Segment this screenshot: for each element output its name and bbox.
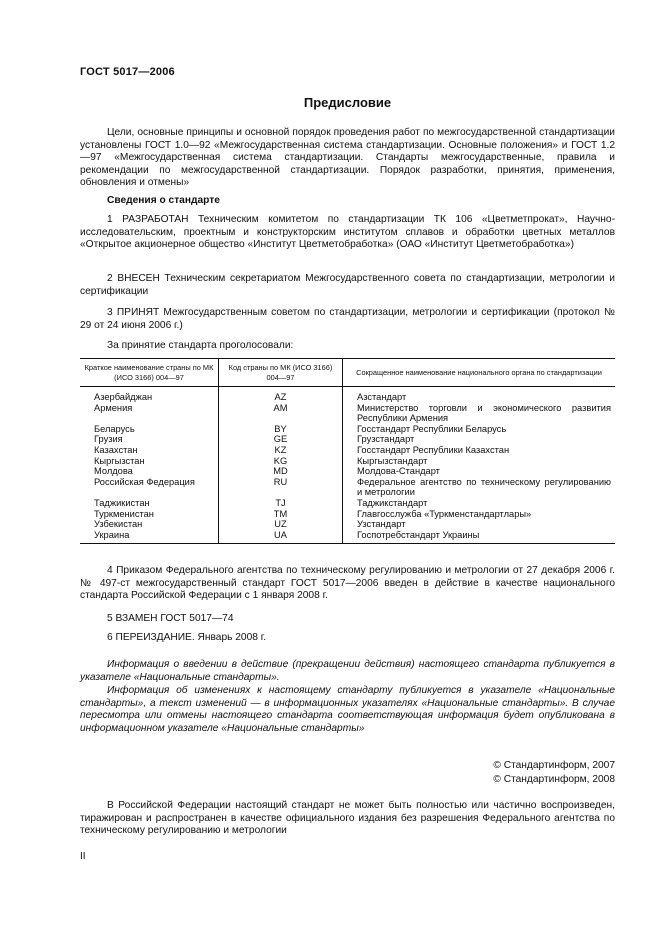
country-code-cell: RU	[219, 477, 343, 498]
table-row	[80, 434, 615, 445]
table-row	[80, 456, 615, 467]
country-name-cell: Казахстан	[94, 444, 138, 455]
country-code-cell: KZ	[219, 445, 343, 456]
reproduction-notice: В Российской Федерации настоящий стандарт не может быть полностью или частично воспроизведен, тиражирован и распространен в качестве официального издания без разрешения Федерального агентства по техническому регулированию и метрологии	[80, 800, 615, 837]
item-5-replaces: 5 ВЗАМЕН ГОСТ 5017—74	[107, 613, 234, 624]
standards-body-cell: Госстандарт Республики Казахстан	[343, 445, 616, 456]
country-name-cell: Таджикистан	[94, 497, 150, 508]
country-code-cell: MD	[219, 466, 343, 477]
country-name-cell: Беларусь	[94, 423, 135, 434]
intro-paragraph: Цели, основные принципы и основной порядок проведения работ по межгосударственной стандартизации установлены ГОСТ 1.0—92 «Межгосударственная система стандартизации. Основные положения» и ГОСТ 1.2—97 «Межгосударственная система стандартизации. Стандарты межгосударственные, правила и рекомендации по межгосударственной стандартизации. Порядок разработки, принятия, применения, обновления и отмены»	[80, 127, 615, 189]
standards-body-cell: Молдова-Стандарт	[343, 466, 616, 477]
country-code-cell: UZ	[219, 519, 343, 530]
item-2-submitted: 2 ВНЕСЕН Техническим секретариатом Межгосударственного совета по стандартизации, метрологии и сертификации	[80, 273, 615, 297]
country-name-cell: Российская Федерация	[94, 476, 195, 487]
country-name-cell: Узбекистан	[94, 519, 143, 530]
country-name-cell: Кыргызстан	[94, 455, 145, 466]
page-title: Предисловие	[303, 95, 392, 110]
standards-body-cell: Азстандарт	[343, 387, 616, 403]
country-name-cell: Туркменистан	[94, 508, 154, 519]
table-row	[80, 519, 615, 530]
table-row	[80, 445, 615, 456]
copyright-2007: © Стандартинформ, 2007	[493, 760, 615, 771]
table-row	[80, 403, 615, 424]
standards-body-cell: Министерство торговли и экономического развития Республики Армения	[343, 403, 616, 424]
vote-intro: За принятие стандарта проголосовали:	[107, 340, 294, 351]
item-1-developed: 1 РАЗРАБОТАН Техническим комитетом по стандартизации ТК 106 «Цветметпрокат», Научно-исследовательским, проектным и конструкторским институтом сплавов и обработки цветных металлов «Открытое акционерное общество «Институт Цветметобработка» (ОАО «Институт Цветметобработка»)	[80, 214, 615, 251]
standards-body-cell: Таджикстандарт	[343, 498, 616, 509]
standards-body-cell: Госпотребстандарт Украины	[343, 530, 616, 544]
country-name-cell: Грузия	[94, 434, 123, 445]
table-row	[80, 530, 615, 544]
item-6-reissue: 6 ПЕРЕИЗДАНИЕ. Январь 2008 г.	[107, 632, 267, 643]
info-changes-notice: Информация об изменениях к настоящему стандарту публикуется в указателе «Национальные стандарты», а текст изменений — в информационных указателях «Национальные стандарты». В случае пересмотра или отмены настоящего стандарта соответствующая информация будет опубликована в информационном указателе «Национальные стандарты»	[80, 685, 615, 734]
country-code-cell: AZ	[219, 387, 343, 403]
country-name-cell: Армения	[94, 402, 133, 413]
table-row	[80, 466, 615, 477]
standards-body-cell: Кыргызстандарт	[343, 456, 616, 467]
country-code-cell: BY	[219, 424, 343, 435]
document-code-header: ГОСТ 5017—2006	[80, 66, 175, 78]
table-row	[80, 509, 615, 520]
info-introduction-notice: Информация о введении в действие (прекращении действия) настоящего стандарта публикуется в указателе «Национальные стандарты».	[80, 659, 615, 683]
table-row	[80, 498, 615, 509]
standards-body-cell: Узстандарт	[343, 519, 616, 530]
country-code-cell: GE	[219, 434, 343, 445]
country-code-cell: AM	[219, 403, 343, 424]
copyright-2008: © Стандартинформ, 2008	[493, 774, 615, 785]
country-code-cell: KG	[219, 456, 343, 467]
standards-body-cell: Госстандарт Республики Беларусь	[343, 424, 616, 435]
country-name-cell: Молдова	[94, 466, 133, 477]
table-row	[80, 424, 615, 435]
item-3-adopted: 3 ПРИНЯТ Межгосударственным советом по стандартизации, метрологии и сертификации (протокол № 29 от 24 июня 2006 г.)	[80, 307, 615, 331]
country-name-cell: Украина	[80, 530, 219, 544]
table-body	[80, 387, 615, 544]
country-name-cell: Азербайджан	[94, 392, 153, 402]
header-country-name: Краткое наименование страны по МК (ИСО 3166) 004—97	[80, 359, 219, 387]
table-header-row	[80, 359, 615, 387]
page-number: II	[80, 851, 86, 862]
standards-body-cell: Федеральное агентство по техническому регулированию и метрологии	[343, 477, 616, 498]
standards-body-cell: Главгосслужба «Туркменстандартлары»	[343, 509, 616, 520]
table-row	[80, 387, 615, 403]
country-code-cell: UA	[219, 530, 343, 544]
country-code-cell: TM	[219, 509, 343, 520]
voting-table	[80, 358, 615, 544]
header-country-code: Код страны по МК (ИСО 3166) 004—97	[219, 359, 343, 387]
item-4-order: 4 Приказом Федерального агентства по техническому регулированию и метрологии от 27 декабря 2006 г. № 497-ст межгосударственный стандарт ГОСТ 5017—2006 введен в действие в качестве национального стандарта Российской Федерации с 1 января 2008 г.	[80, 565, 615, 602]
table-row	[80, 477, 615, 498]
country-code-cell: TJ	[219, 498, 343, 509]
section-heading: Сведения о стандарте	[107, 195, 220, 206]
standards-body-cell: Грузстандарт	[343, 434, 616, 445]
header-standards-body: Сокращенное наименование национального органа по стандартизации	[343, 359, 616, 387]
